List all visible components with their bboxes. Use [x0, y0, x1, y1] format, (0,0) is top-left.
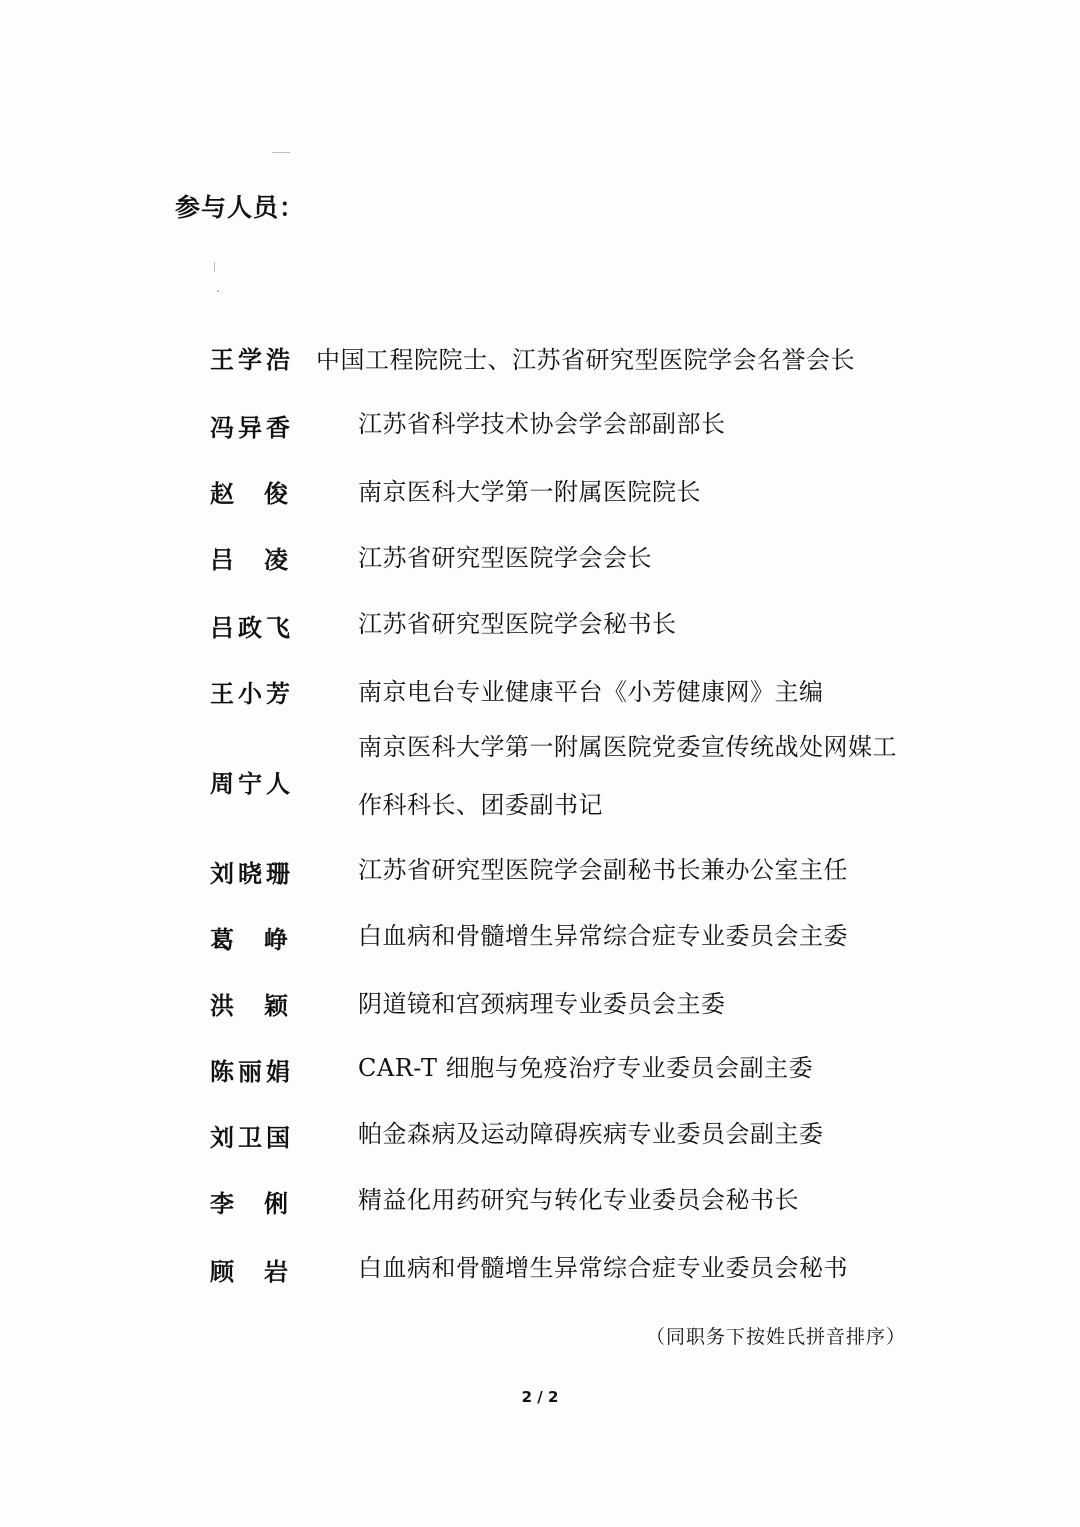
member-name: 吕政飞: [210, 614, 290, 642]
member-name: 刘晓珊: [210, 860, 290, 888]
member-name: 周宁人: [210, 770, 290, 798]
member-name: 刘卫国: [210, 1124, 290, 1152]
member-title: 中国工程院院士、江苏省研究型医院学会名誉会长: [316, 346, 855, 374]
member-name: 陈丽娟: [210, 1058, 290, 1086]
member-title: 江苏省科学技术协会学会部副部长: [358, 410, 726, 438]
sorting-note: （同职务下按姓氏拼音排序）: [646, 1326, 907, 1348]
member-name: 吕 凌: [210, 546, 288, 574]
member-name: 王学浩: [210, 346, 290, 374]
member-title: CAR-T 细胞与免疫治疗专业委员会副主委: [358, 1054, 814, 1082]
scan-mark: [272, 152, 290, 153]
member-title: 南京医科大学第一附属医院党委宣传统战处网媒工作科科长、团委副书记: [358, 733, 897, 819]
member-title: 白血病和骨髓增生异常综合症专业委员会主委: [358, 922, 848, 950]
member-name: 葛 峥: [210, 926, 288, 954]
member-title: 帕金森病及运动障碍疾病专业委员会副主委: [358, 1120, 824, 1148]
scan-mark: [217, 290, 219, 292]
member-name: 李 俐: [210, 1190, 288, 1218]
member-name: 冯异香: [210, 414, 290, 442]
member-title: 江苏省研究型医院学会秘书长: [358, 610, 677, 638]
member-name: 赵 俊: [210, 480, 288, 508]
participants-heading: 参与人员：: [175, 193, 306, 222]
member-title: 白血病和骨髓增生异常综合症专业委员会秘书: [358, 1254, 848, 1282]
member-name: 顾 岩: [210, 1258, 288, 1286]
member-title: 江苏省研究型医院学会会长: [358, 544, 652, 572]
member-title: 江苏省研究型医院学会副秘书长兼办公室主任: [358, 856, 848, 884]
member-title: 精益化用药研究与转化专业委员会秘书长: [358, 1186, 799, 1214]
page-number: 2 / 2: [521, 1388, 559, 1406]
member-title: 阴道镜和宫颈病理专业委员会主委: [358, 990, 726, 1018]
member-name: 洪 颖: [210, 992, 288, 1020]
member-name: 王小芳: [210, 680, 290, 708]
member-title: 南京医科大学第一附属医院院长: [358, 478, 701, 506]
member-title: 南京电台专业健康平台《小芳健康网》主编: [358, 678, 824, 706]
scan-mark: [214, 262, 215, 272]
